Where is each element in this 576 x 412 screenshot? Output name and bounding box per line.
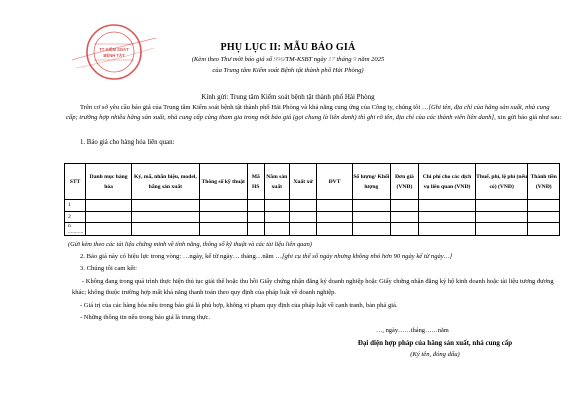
document-number: 996 [273,56,284,63]
col-header: Số lượng/ Khối lượng [352,164,390,200]
table-header-row [65,164,560,200]
col-header: Xuất xứ [289,164,316,200]
table-cell[interactable] [317,200,353,212]
table-cell[interactable] [86,200,132,212]
subtitle-text: tháng [336,56,352,63]
date-line: …, ngày……tháng……năm [376,327,449,334]
section-3-heading: 3. Chúng tôi cam kết: [80,265,137,272]
subtitle-text: (Kèm theo Thư mời báo giá số [191,56,273,63]
table-cell[interactable] [390,200,418,212]
table-cell[interactable] [132,200,199,212]
table-cell[interactable] [289,200,316,212]
table-cell[interactable] [289,223,316,236]
commitment-item: - Những thông tin nêu trong báo giá là trung thực. [80,314,210,321]
col-header: Đơn giá (VNĐ) [390,164,418,200]
table-row [65,223,560,236]
page-title: PHỤ LỤC II: MẪU BÁO GIÁ [220,42,356,53]
col-header: Chi phí cho các dịch vụ liên quan (VNĐ) [419,164,476,200]
commitment-item: - Giá trị của các hàng hóa nêu trong báo giá là phù hợp, không vi phạm quy định của pháp luật về cạnh tranh, bán phá giá. [80,302,398,309]
table-cell[interactable] [528,200,560,212]
table-cell[interactable] [199,223,247,236]
table-cell[interactable] [132,211,199,223]
intro-instruction: [Ghi tên, địa chỉ của hãng sản xuất, nhà cung cấp; trường hợp nhiều hãng sản xuất, nhà cung cấp cùng tham gia trong một báo giá (gọi chung là liên danh) thì ghi rõ tên, địa chỉ của các thành viên liên danh] [66,104,550,122]
document-month: 9 [353,56,357,63]
recipient-line: Kính gửi: Trung tâm Kiểm soát bệnh tật thành phố Hải Phòng [201,93,375,101]
table-row [65,211,560,223]
table-cell[interactable] [528,211,560,223]
svg-text:TT KIỂM SOÁT: TT KIỂM SOÁT [99,47,129,52]
table-cell[interactable] [475,223,528,236]
table-cell[interactable] [419,223,476,236]
table-cell[interactable] [352,200,390,212]
section-1-heading: 1. Báo giá cho hàng hóa liên quan: [80,139,175,146]
table-cell[interactable] [475,211,528,223]
table-cell[interactable] [289,211,316,223]
table-cell[interactable] [317,223,353,236]
validity-text: 2. Báo giá này có hiệu lực trong vòng: …ngày, kể từ ngày… tháng…năm … [80,253,282,260]
commitment-item: - Không đang trong quá trình thực hiện thủ tục giải thể hoặc thu hồi Giấy chứng nhận đăng ký doanh nghiệp hoặc Giấy chứng nhận đăng ký hộ kinh doanh hoặc tài liệu tương đương khác; không thuộc trường hợp mất khả năng thanh toán theo quy định của pháp luật về doanh nghiệp. [72,278,554,296]
table-row [65,200,560,212]
table-cell[interactable] [132,223,199,236]
col-header: Thành tiền (VNĐ) [528,164,560,200]
col-header: Mã HS [247,164,264,200]
intro-end: , xin gửi báo giá như sau: [494,114,562,122]
col-header: Năm sản xuất [264,164,289,200]
table-cell[interactable] [317,211,353,223]
intro-paragraph [66,103,562,123]
table-cell[interactable] [247,223,264,236]
svg-text:BỆNH TẬT: BỆNH TẬT [103,53,125,58]
subtitle-line-2: của Trung tâm Kiểm soát Bệnh tật thành phố Hải Phòng) [212,67,364,74]
row-index: 1 [65,200,86,212]
table-cell[interactable] [475,200,528,212]
table-cell[interactable] [419,200,476,212]
col-header: Ký, mã, nhãn hiệu, model, hãng sản xuất [132,164,199,200]
subtitle-text: /TM-KSBT ngày [283,56,327,63]
quote-table [64,163,560,236]
table-cell[interactable] [86,211,132,223]
col-header: Danh mục hàng hóa [86,164,132,200]
table-cell[interactable] [199,211,247,223]
table-cell[interactable] [264,200,289,212]
table-cell[interactable] [390,211,418,223]
representative-title: Đại diện hợp pháp của hãng sản xuất, nhà cung cấp [357,339,513,347]
document-day: 17 [328,56,335,63]
table-cell[interactable] [199,200,247,212]
table-cell[interactable] [390,223,418,236]
table-cell[interactable] [352,211,390,223]
table-cell[interactable] [86,223,132,236]
subtitle-line-1 [0,56,576,63]
table-cell[interactable] [247,211,264,223]
signature-note: (Ký tên, đóng dấu) [410,351,460,358]
subtitle-text: năm 2025 [358,56,385,63]
table-cell[interactable] [352,223,390,236]
col-header: ĐVT [317,164,353,200]
table-cell[interactable] [528,223,560,236]
row-index: n ........... [65,223,86,236]
section-2-validity [80,253,452,260]
validity-instruction: [ghi cụ thể số ngày nhưng không nhỏ hơn 90 ngày kể từ ngày…] [281,253,453,260]
intro-text: Trên cơ sở yêu cầu báo giá của Trung tâm Kiểm soát bệnh tật thành phố Hải Phòng và khả năng cung ứng của Công ty, chúng tôi … [80,104,429,111]
table-note: (Gửi kèm theo các tài liệu chứng minh về tính năng, thông số kỹ thuật và các tài liệu liên quan) [68,241,312,248]
table-cell[interactable] [264,223,289,236]
table-cell[interactable] [247,200,264,212]
table-cell[interactable] [264,211,289,223]
row-index: 2 [65,211,86,223]
table-cell[interactable] [419,211,476,223]
col-header: STT [65,164,86,200]
col-header: Thuế, phí, lệ phí (nếu có) (VNĐ) [475,164,528,200]
col-header: Thông số kỹ thuật [199,164,247,200]
